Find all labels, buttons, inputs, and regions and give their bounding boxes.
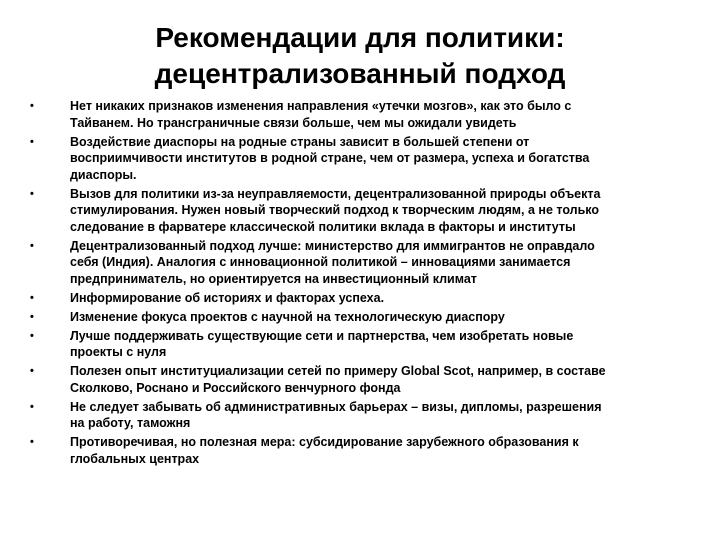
bullet-line: Полезен опыт институциализации сетей по примеру Global Scot, например, в составе <box>70 364 606 378</box>
bullet-item-4 <box>30 238 670 288</box>
bullet-item-9 <box>30 399 670 432</box>
bullet-item-6 <box>30 309 670 326</box>
bullet-item-8 <box>30 363 670 396</box>
bullet-line: стимулирования. Нужен новый творческий подход к творческим людям, а не только <box>70 203 600 217</box>
bullet-text <box>70 309 670 326</box>
bullet-text <box>70 434 670 467</box>
bullet-line: себя (Индия). Аналогия с инновационной политикой – инновациями занимается <box>70 255 571 269</box>
bullet-marker: • <box>30 365 34 377</box>
bullet-line: Вызов для политики из-за неуправляемости, децентрализованной природы объекта <box>70 186 601 201</box>
bullet-list <box>30 98 670 470</box>
bullet-line: на работу, таможня <box>70 416 191 430</box>
slide-title-line-2: децентрализованный подход <box>154 58 566 89</box>
bullet-item-1 <box>30 98 670 131</box>
bullet-line: Децентрализованный подход лучше: министерство для иммигрантов не оправдало <box>70 238 595 253</box>
bullet-text <box>70 134 670 184</box>
bullet-text <box>70 186 670 236</box>
bullet-marker: • <box>30 310 34 323</box>
bullet-line: Противоречивая, но полезная мера: субсидирование зарубежного образования к <box>70 435 579 449</box>
bullet-line: проекты с нуля <box>70 345 167 359</box>
bullet-line: глобальных центрах <box>70 451 200 466</box>
bullet-line: предприниматель, но ориентируется на инвестиционный климат <box>70 271 477 286</box>
bullet-text <box>70 98 670 131</box>
bullet-item-3 <box>30 186 670 236</box>
bullet-text <box>70 363 670 396</box>
bullet-text <box>70 328 670 361</box>
bullet-marker: • <box>30 239 34 252</box>
bullet-line: Информирование об историях и факторах успеха. <box>70 290 385 305</box>
bullet-item-10 <box>30 434 670 467</box>
bullet-item-2 <box>30 134 670 184</box>
bullet-marker: • <box>30 135 34 148</box>
bullet-line: Не следует забывать об административных барьерах – визы, дипломы, разрешения <box>70 399 602 414</box>
bullet-marker: • <box>30 291 34 304</box>
bullet-line: восприимчивости институтов в родной стране, чем от размера, успеха и богатства <box>70 151 590 165</box>
bullet-line: Воздействие диаспоры на родные страны зависит в большей степени от <box>70 134 530 149</box>
bullet-line: следование в фарватере классической политики вклада в факторы и институты <box>70 219 576 234</box>
bullet-item-7 <box>30 328 670 361</box>
bullet-line: Нет никаких признаков изменения направления «утечки мозгов», как это было с <box>70 99 572 113</box>
bullet-marker: • <box>30 187 34 200</box>
bullet-marker: • <box>30 329 34 342</box>
slide-title-line-1: Рекомендации для политики: <box>155 22 565 53</box>
slide-title <box>60 20 660 92</box>
bullet-text <box>70 290 670 307</box>
bullet-marker: • <box>30 436 34 448</box>
bullet-line: Сколково, Роснано и Российского венчурного фонда <box>70 380 401 395</box>
bullet-line: диаспоры. <box>70 167 137 182</box>
bullet-text <box>70 399 670 432</box>
bullet-line: Лучше поддерживать существующие сети и партнерства, чем изобретать новые <box>70 328 574 343</box>
bullet-marker: • <box>30 100 34 112</box>
bullet-text <box>70 238 670 288</box>
bullet-item-5 <box>30 290 670 307</box>
bullet-line: Изменение фокуса проектов с научной на технологическую диаспору <box>70 309 505 324</box>
bullet-marker: • <box>30 400 34 413</box>
bullet-line: Тайванем. Но трансграничные связи больше, чем мы ожидали увидеть <box>70 115 517 130</box>
